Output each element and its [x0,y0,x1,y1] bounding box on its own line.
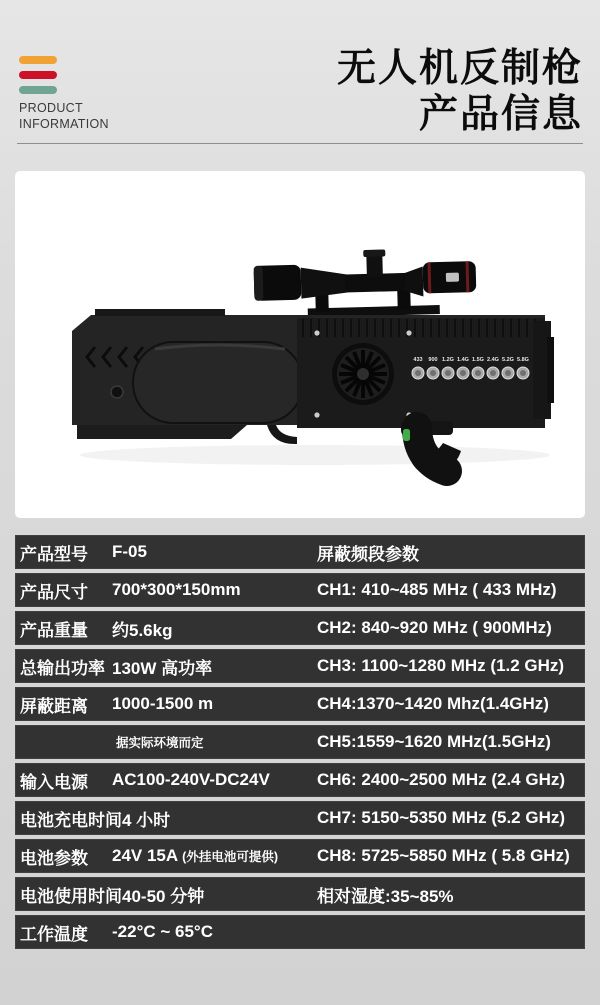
table-row-temperature [15,915,585,949]
spec-label: 电池充电时间 [20,810,122,830]
spec-label: 总输出功率 [20,658,105,678]
table-row-model [15,535,585,569]
table-row-battery [15,839,585,873]
table-row-weight [15,611,585,645]
freq-ch4: CH4:1370~1420 Mhz(1.4GHz) [317,694,549,713]
dial-label: 5.8G [517,357,529,363]
spec-value: 130W 高功率 [112,658,213,678]
spec-note: (外挂电池可提供) [182,850,278,864]
spec-label: 产品型号 [20,544,88,564]
logo-bar-teal-icon [19,86,57,94]
spec-note: 据实际环境而定 [116,736,204,750]
spec-value: 4 小时 [122,810,171,830]
spec-value: -22°C ~ 65°C [112,922,214,941]
spec-label: 电池使用时间 [20,886,122,906]
spec-value: 1000-1500 m [112,694,214,713]
product-photo-card [15,171,585,518]
dial-label: 1.5G [472,357,484,363]
spec-label: 电池参数 [20,848,88,868]
dial-label: 433 [413,357,423,363]
freq-ch1: CH1: 410~485 MHz ( 433 MHz) [317,580,557,599]
table-row-input-power [15,763,585,797]
spec-value: 40-50 分钟 [122,886,205,906]
drone-jammer-gun-image [15,171,585,518]
brand-logo [19,56,109,132]
logo-caption-line1: PRODUCT [19,101,83,115]
spec-value: 700*300*150mm [112,580,241,599]
logo-bar-red-icon [19,71,57,79]
spec-label: 输入电源 [20,772,88,792]
table-row-size [15,573,585,607]
spec-value: 约5.6kg [112,620,173,640]
freq-ch7: CH7: 5150~5350 MHz (5.2 GHz) [317,808,566,827]
humidity-value: 相对湿度:35~85% [317,886,454,906]
dial-label: 5.2G [502,357,514,363]
table-row-charge-time [15,801,585,835]
freq-ch5: CH5:1559~1620 MHz(1.5GHz) [317,732,551,751]
table-row-distance-note [15,725,585,759]
header-divider [17,143,583,144]
page-title-line2: 产品信息 [418,93,583,136]
freq-ch8: CH8: 5725~5850 MHz ( 5.8 GHz) [317,846,570,865]
logo-caption [19,101,109,132]
table-row-battery-life [15,877,585,911]
spec-label: 工作温度 [20,924,88,944]
spec-value: 24V 15A [112,846,179,865]
logo-bar-orange-icon [19,56,57,64]
pistol-grip-icon [401,421,461,475]
table-row-power [15,649,585,683]
dial-label: 1.2G [442,357,454,363]
freq-ch6: CH6: 2400~2500 MHz (2.4 GHz) [317,770,566,789]
dial-label: 900 [428,357,438,363]
spec-label: 产品尺寸 [20,582,88,602]
table-row-distance [15,687,585,721]
freq-ch3: CH3: 1100~1280 MHz (1.2 GHz) [317,656,565,675]
dial-label: 1.4G [457,357,469,363]
spec-value: AC100-240V-DC24V [112,770,270,789]
freq-header: 屏蔽频段参数 [317,544,419,564]
page-title [337,46,583,138]
green-led-icon [403,429,410,441]
spec-table [15,535,585,953]
freq-ch2: CH2: 840~920 MHz ( 900MHz) [317,618,552,637]
spec-value: F-05 [112,542,147,561]
logo-caption-line2: INFORMATION [19,116,109,131]
spec-label: 产品重量 [20,620,88,640]
page-title-line1: 无人机反制枪 [336,47,583,90]
spec-label: 屏蔽距离 [20,696,88,716]
scope-icon [253,247,477,319]
dial-label: 2.4G [487,357,499,363]
